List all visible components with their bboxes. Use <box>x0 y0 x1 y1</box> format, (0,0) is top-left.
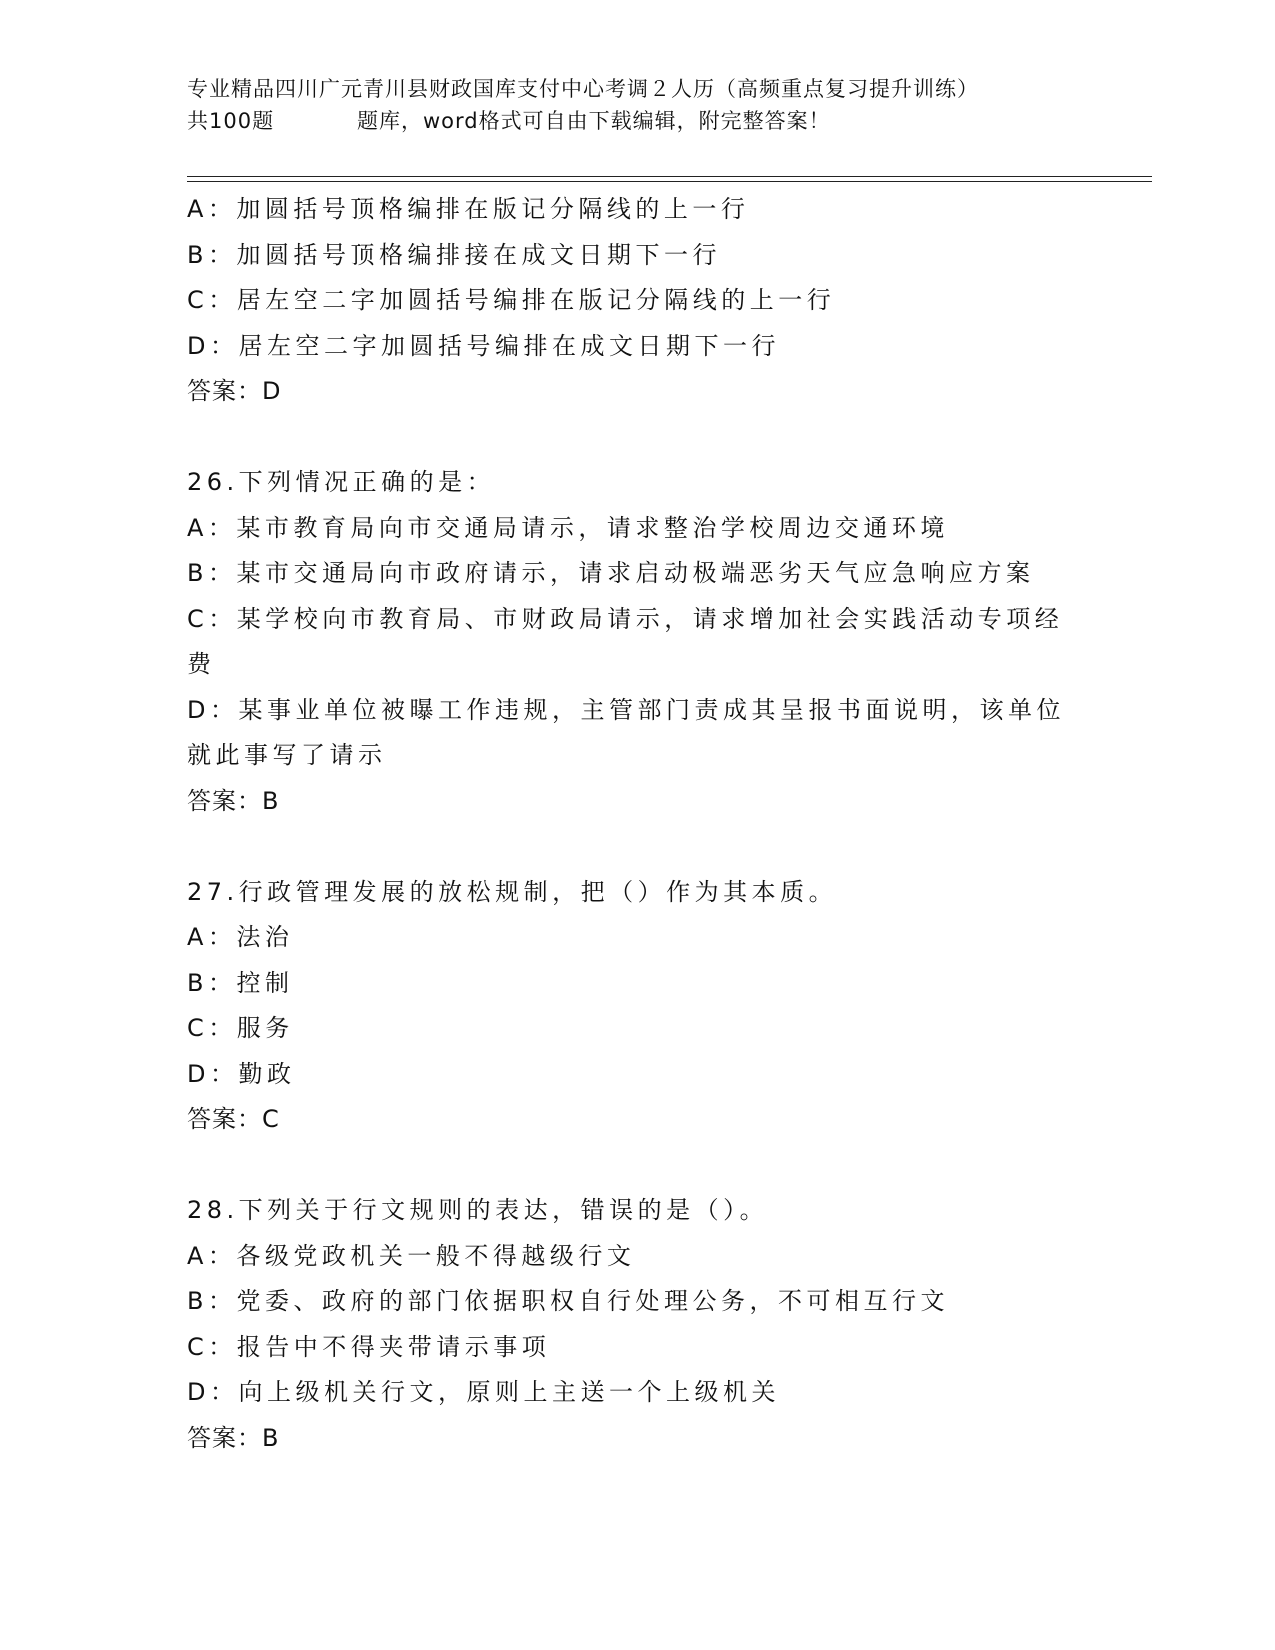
document-header <box>187 73 1087 137</box>
answer-line: 答案：C <box>187 1105 280 1133</box>
option-c: C：报告中不得夹带请示事项 <box>187 1332 551 1361</box>
question-text: 28.下列关于行文规则的表达，错误的是（）。 <box>187 1196 769 1224</box>
option-d: D：向上级机关行文，原则上主送一个上级机关 <box>187 1378 780 1406</box>
header-subtitle-line <box>187 105 1087 137</box>
option-c-continuation: 费 <box>187 650 216 678</box>
header-description: 题库，word格式可自由下载编辑，附完整答案！ <box>357 109 831 133</box>
question-text: 26.下列情况正确的是： <box>187 468 496 496</box>
option-b: B：控制 <box>187 968 294 997</box>
option-c: C：服务 <box>187 1014 294 1042</box>
question-spacer <box>187 415 1087 461</box>
option-d: D：勤政 <box>187 1059 296 1088</box>
header-divider-top <box>187 176 1152 177</box>
question-block-25 <box>187 187 1087 415</box>
option-c: C：某学校向市教育局、市财政局请示，请求增加社会实践活动专项经 <box>187 604 1064 633</box>
option-b: B：加圆括号顶格编排接在成文日期下一行 <box>187 240 721 269</box>
option-a: A：加圆括号顶格编排在版记分隔线的上一行 <box>187 195 750 223</box>
option-d: D：居左空二字加圆括号编排在成文日期下一行 <box>187 331 780 360</box>
option-b: B：党委、政府的部门依据职权自行处理公务，不可相互行文 <box>187 1287 949 1315</box>
option-a: A：法治 <box>187 923 294 951</box>
option-b: B：某市交通局向市政府请示，请求启动极端恶劣天气应急响应方案 <box>187 559 1035 587</box>
question-block-27 <box>187 870 1087 1143</box>
option-a: A：某市教育局向市交通局请示，请求整治学校周边交通环境 <box>187 513 949 542</box>
question-text: 27.行政管理发展的放松规制，把（）作为其本质。 <box>187 877 838 906</box>
answer-line: 答案：D <box>187 377 282 405</box>
option-c: C：居左空二字加圆括号编排在版记分隔线的上一行 <box>187 286 836 314</box>
question-block-28 <box>187 1188 1087 1461</box>
question-block-26 <box>187 460 1087 824</box>
header-title-line: 专业精品四川广元青川县财政国库支付中心考调２人历（高频重点复习提升训练） <box>187 77 979 101</box>
option-d: D：某事业单位被曝工作违规，主管部门责成其呈报书面说明，该单位 <box>187 695 1065 724</box>
question-spacer <box>187 1143 1087 1189</box>
question-count: 共100题 <box>187 109 275 133</box>
option-a: A：各级党政机关一般不得越级行文 <box>187 1241 636 1270</box>
answer-line: 答案：B <box>187 786 280 815</box>
option-d-continuation: 就此事写了请示 <box>187 741 387 769</box>
question-spacer <box>187 824 1087 870</box>
answer-line: 答案：B <box>187 1423 280 1452</box>
header-divider-bottom <box>187 181 1152 182</box>
question-list <box>187 187 1087 1461</box>
